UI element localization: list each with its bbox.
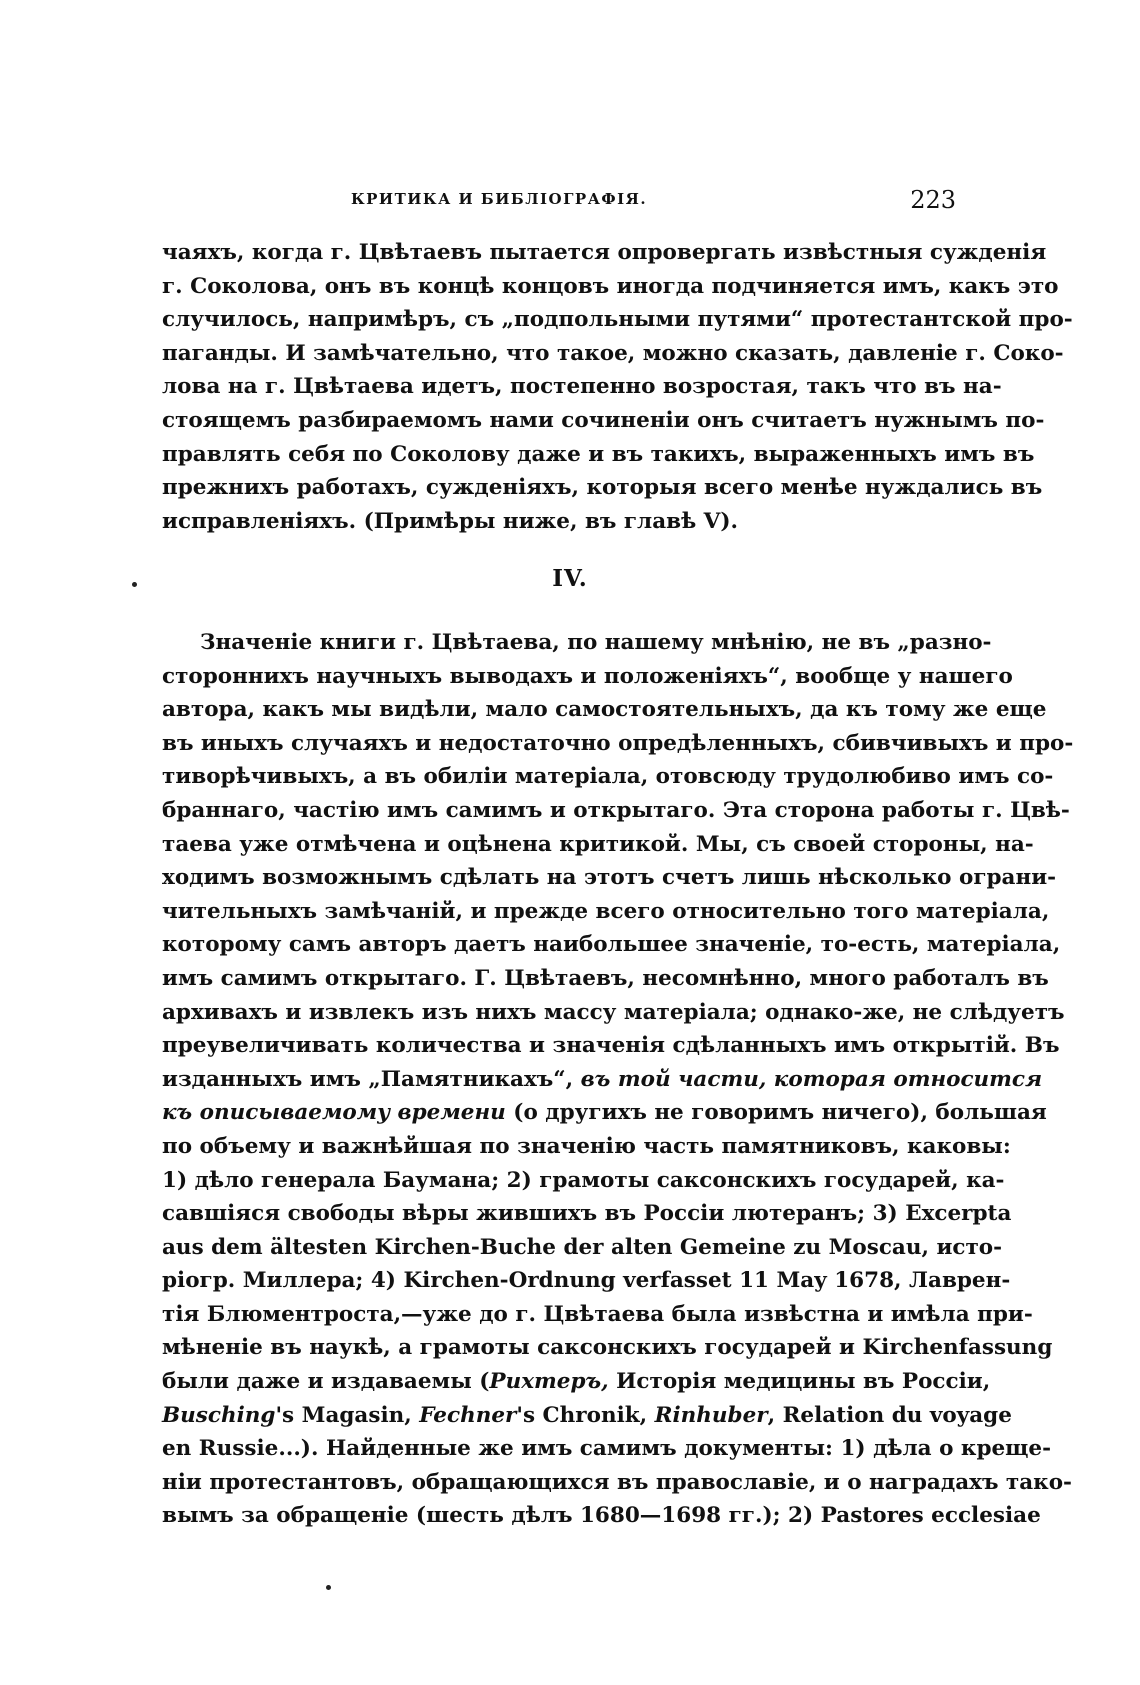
- section-heading: IV.: [552, 565, 588, 592]
- text-line: мѣненіе въ наукѣ, а грамоты саксонскихъ государей и Kirchenfassung: [162, 1335, 1053, 1361]
- text-line: случилось, напримѣръ, съ „подпольными путями“ протестантской про-: [162, 307, 1073, 333]
- text-segment: Исторія медицины въ Россіи,: [608, 1369, 991, 1395]
- text-line: въ иныхъ случаяхъ и недостаточно опредѣленныхъ, сбивчивыхъ и про-: [162, 730, 1074, 756]
- italic-segment: къ описываемому времени: [162, 1100, 506, 1126]
- italic-segment: въ той части, которая относится: [580, 1066, 1043, 1092]
- text-segment: изданныхъ имъ „Памятникахъ“,: [162, 1066, 581, 1092]
- text-line: [162, 1399, 1012, 1433]
- text-line: en Russie...). Найденные же имъ самимъ документы: 1) дѣла о креще-: [162, 1436, 1052, 1462]
- text-line: которому самъ авторъ даетъ наибольшее значеніе, то-есть, матеріала,: [162, 932, 1061, 958]
- text-line: по объему и важнѣйшая по значенію часть памятниковъ, каковы:: [162, 1133, 1011, 1159]
- page-number: 223: [910, 186, 956, 214]
- text-line: ходимъ возможнымъ сдѣлать на этотъ счетъ лишь нѣсколько ограни-: [162, 865, 1057, 891]
- text-segment: , Relation du voyage: [767, 1402, 1012, 1428]
- text-line: ріогр. Миллера; 4) Kirchen-Ordnung verfasset 11 May 1678, Лаврен-: [162, 1268, 1011, 1294]
- text-line: стороннихъ научныхъ выводахъ и положеніяхъ“, вообще у нашего: [162, 663, 1013, 689]
- paragraph-section-iv: [162, 626, 1074, 1533]
- text-line: браннаго, частію имъ самимъ и открытаго. Эта сторона работы г. Цвѣ-: [162, 797, 1070, 823]
- text-line: тія Блюментроста,—уже до г. Цвѣтаева была извѣстна и имѣла при-: [162, 1301, 1033, 1327]
- text-line: ніи протестантовъ, обращающихся въ православіе, и о наградахъ тако-: [162, 1469, 1072, 1495]
- text-line: вымъ за обращеніе (шесть дѣлъ 1680—1698 гг.); 2) Pastores ecclesiae: [162, 1503, 1041, 1529]
- paragraph-continued: [162, 236, 1073, 538]
- text-line: тиворѣчивыхъ, а въ обиліи матеріала, отовсюду трудолюбиво имъ со-: [162, 764, 1054, 790]
- text-line: чаяхъ, когда г. Цвѣтаевъ пытается опровергать извѣстныя сужденія: [162, 240, 1047, 265]
- text-line: [162, 1365, 991, 1399]
- running-head: [176, 186, 964, 220]
- italic-segment: Busching: [162, 1402, 276, 1428]
- text-line: Значеніе книги г. Цвѣтаева, по нашему мнѣнію, не въ „разно-: [200, 630, 992, 655]
- text-line: 1) дѣло генерала Баумана; 2) грамоты саксонскихъ государей, ка-: [162, 1167, 1005, 1193]
- text-line: чительныхъ замѣчаній, и прежде всего относительно того матеріала,: [162, 898, 1050, 924]
- text-line: имъ самимъ открытаго. Г. Цвѣтаевъ, несомнѣнно, много работалъ въ: [162, 965, 1049, 991]
- text-line: правлять себя по Соколову даже и въ такихъ, выраженныхъ имъ въ: [162, 441, 1035, 467]
- text-line: г. Соколова, онъ въ концѣ концовъ иногда подчиняется имъ, какъ это: [162, 273, 1059, 299]
- text-line: таева уже отмѣчена и оцѣнена критикой. Мы, съ своей стороны, на-: [162, 831, 1034, 857]
- running-title: КРИТИКА И БИБЛІОГРАФІЯ.: [351, 190, 648, 208]
- text-line: исправленіяхъ. (Примѣры ниже, въ главѣ V).: [162, 508, 739, 534]
- text-line: [162, 1096, 1047, 1130]
- text-line: савшіяся свободы вѣры жившихъ въ Россіи лютеранъ; 3) Excerpta: [162, 1201, 1012, 1227]
- italic-segment: Fechner: [419, 1402, 517, 1428]
- text-line: паганды. И замѣчательно, что такое, можно сказать, давленіе г. Соко-: [162, 340, 1064, 366]
- text-segment: 's Chronik,: [516, 1402, 655, 1428]
- text-line: автора, какъ мы видѣли, мало самостоятельныхъ, да къ тому же еще: [162, 697, 1047, 723]
- italic-segment: Рихтеръ,: [489, 1369, 609, 1395]
- text-line: [162, 1063, 1043, 1097]
- text-segment: 's Magasin,: [275, 1402, 420, 1428]
- italic-segment: Rinhuber: [654, 1402, 768, 1428]
- text-line: стоящемъ разбираемомъ нами сочиненіи онъ считаетъ нужнымъ по-: [162, 407, 1045, 433]
- text-line: архивахъ и извлекъ изъ нихъ массу матеріала; однако-же, не слѣдуетъ: [162, 999, 1065, 1025]
- text-segment: (о другихъ не говоримъ ничего), большая: [505, 1100, 1047, 1126]
- text-line: aus dem ältesten Kirchen-Buche der alten Gemeine zu Moscau, исто-: [162, 1234, 1003, 1260]
- text-line: лова на г. Цвѣтаева идетъ, постепенно возростая, такъ что въ на-: [162, 374, 1002, 400]
- text-line: прежнихъ работахъ, сужденіяхъ, которыя всего менѣе нуждались въ: [162, 475, 1043, 501]
- text-segment: были даже и издаваемы (: [162, 1369, 490, 1395]
- ink-speck: [132, 582, 137, 587]
- text-line: преувеличивать количества и значенія сдѣланныхъ имъ открытій. Въ: [162, 1033, 1060, 1059]
- ink-speck: [326, 1585, 331, 1590]
